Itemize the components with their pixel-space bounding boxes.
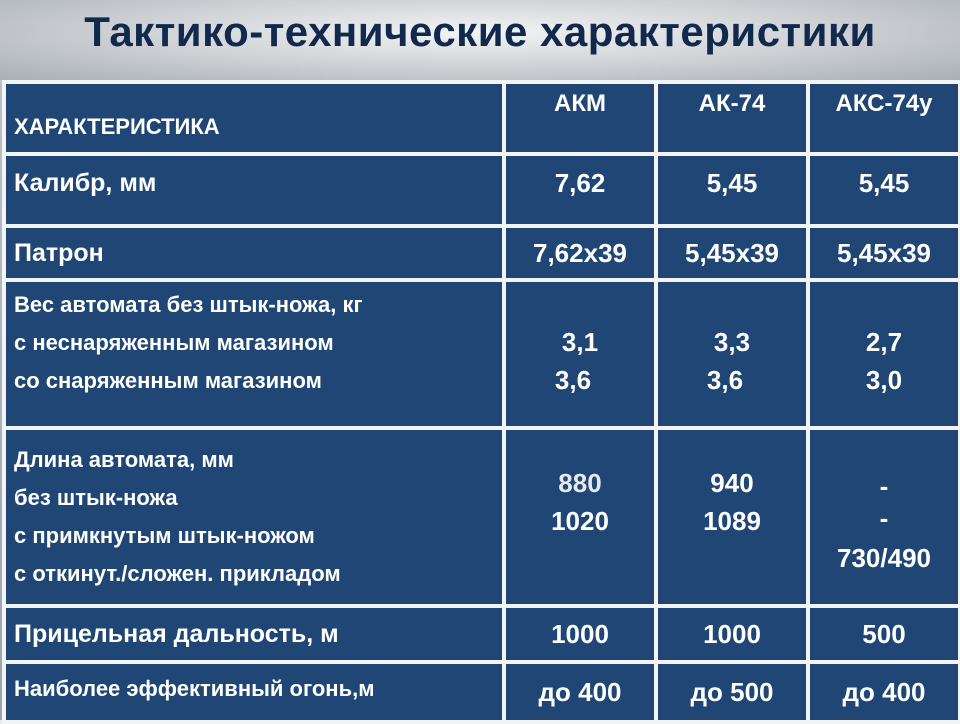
value-line: 1089	[703, 506, 761, 536]
value-line: 3,3	[713, 327, 751, 357]
value-line: 1000	[551, 619, 609, 649]
header-aks74u: АКС-74у	[808, 82, 960, 154]
cell-akm-weight	[504, 280, 656, 428]
value-line: 5,45	[706, 168, 758, 198]
value-line: 1000	[703, 619, 761, 649]
table-row	[4, 662, 960, 722]
label-line: без штык-ножа	[14, 485, 178, 510]
label-line: Прицельная дальность, м	[14, 620, 339, 648]
label-line: Наиболее эффективный огонь,м	[14, 676, 375, 701]
value-line: 3,6	[554, 365, 592, 395]
label-line: Длина автомата, мм	[14, 447, 234, 472]
row-label-sighting-range	[4, 606, 504, 662]
value-line: -	[879, 471, 889, 501]
value-line: 880	[558, 468, 602, 498]
value-line: -	[879, 503, 889, 533]
table-row	[4, 280, 960, 428]
value-line: до 500	[690, 677, 774, 707]
header-ak74: АК-74	[656, 82, 808, 154]
label-line: со снаряженным магазином	[14, 368, 322, 393]
label-line: Патрон	[14, 239, 104, 267]
row-label-caliber	[4, 154, 504, 226]
value-line: 3,0	[865, 365, 903, 395]
cell-ak74-effective-fire	[656, 662, 808, 722]
value-line: 5,45х39	[837, 238, 931, 268]
cell-akm-sighting-range	[504, 606, 656, 662]
cell-akm-effective-fire	[504, 662, 656, 722]
label-line: Вес автомата без штык-ножа, кг	[14, 292, 363, 317]
page-title: Тактико-технические характеристики	[84, 8, 876, 55]
value-line: 7,62	[554, 168, 606, 198]
label-line: с откинут./сложен. прикладом	[14, 561, 341, 586]
table-row	[4, 606, 960, 662]
cell-ak74-caliber	[656, 154, 808, 226]
value-line: 1020	[551, 506, 609, 536]
row-label-effective-fire	[4, 662, 504, 722]
row-label-length	[4, 428, 504, 606]
value-line: 940	[710, 468, 754, 498]
value-line: 3,1	[561, 327, 599, 357]
cell-ak74-cartridge	[656, 226, 808, 280]
value-line: 730/490	[837, 543, 931, 573]
label-line: Калибр, мм	[14, 169, 157, 197]
value-line: 5,45	[858, 168, 910, 198]
cell-aks74u-cartridge	[808, 226, 960, 280]
table-row	[4, 428, 960, 606]
table-row	[4, 226, 960, 280]
header-akm: АКМ	[504, 82, 656, 154]
value-line: 3,6	[706, 365, 744, 395]
table-row	[4, 154, 960, 226]
cell-akm-length	[504, 428, 656, 606]
cell-ak74-length	[656, 428, 808, 606]
value-line: до 400	[538, 677, 622, 707]
cell-ak74-weight	[656, 280, 808, 428]
spec-table	[2, 80, 960, 724]
cell-aks74u-weight	[808, 280, 960, 428]
cell-aks74u-sighting-range	[808, 606, 960, 662]
cell-akm-caliber	[504, 154, 656, 226]
label-line: с примкнутым штык-ножом	[14, 523, 315, 548]
cell-aks74u-caliber	[808, 154, 960, 226]
row-label-cartridge	[4, 226, 504, 280]
value-line: 500	[862, 619, 906, 649]
value-line: 2,7	[865, 327, 903, 357]
value-line: до 400	[842, 677, 926, 707]
row-label-weight	[4, 280, 504, 428]
label-line: с неснаряженным магазином	[14, 330, 334, 355]
cell-ak74-sighting-range	[656, 606, 808, 662]
value-line: 5,45х39	[685, 238, 779, 268]
value-line: 7,62х39	[533, 238, 627, 268]
table-header-row	[4, 82, 960, 154]
cell-aks74u-length	[808, 428, 960, 606]
cell-aks74u-effective-fire	[808, 662, 960, 722]
cell-akm-cartridge	[504, 226, 656, 280]
header-characteristic: ХАРАКТЕРИСТИКА	[4, 82, 504, 154]
